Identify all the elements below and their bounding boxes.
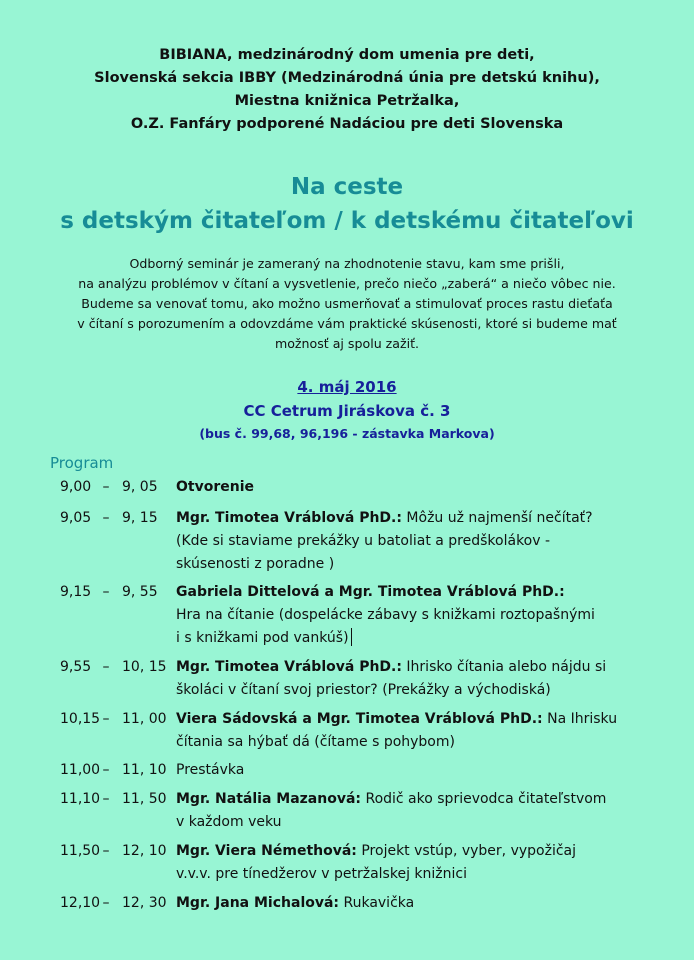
description-line: v každom veku [176, 814, 282, 830]
program-heading: Program [50, 454, 114, 472]
end-time: 9, 55 [122, 584, 158, 600]
intro-line: Odborný seminár je zameraný na zhodnotenie stavu, kam sme prišli, [129, 256, 565, 271]
time-dash: – [102, 791, 110, 807]
end-time: 9, 15 [122, 510, 158, 526]
time-dash: – [102, 659, 110, 675]
speaker-name: Mgr. Timotea Vráblová PhD.: [176, 659, 402, 675]
speaker-name: Mgr. Jana Michalová: [176, 895, 340, 911]
speaker-name: Mgr. Viera Némethová: [176, 843, 357, 859]
description-line: (Kde si staviame prekážky u batoliat a predškolákov - [176, 533, 551, 549]
schedule-description [176, 507, 686, 576]
description-line [176, 892, 686, 915]
schedule-description [176, 840, 686, 886]
description-line [176, 581, 686, 604]
start-time: 9,15 [60, 584, 92, 600]
description-line: skúsenosti z poradne ) [176, 556, 335, 572]
talk-title: Rukavička [339, 895, 415, 911]
schedule-description [176, 656, 686, 702]
event-place: CC Cetrum Jiráskova č. 3 [243, 402, 451, 420]
time-dash: – [102, 584, 110, 600]
start-time: 9,00 [60, 479, 92, 495]
description-line [176, 627, 686, 650]
description-line: v.v.v. pre tínedžerov v petržalskej knižnici [176, 866, 467, 882]
speaker-name: Mgr. Timotea Vráblová PhD.: [176, 510, 402, 526]
talk-title: Rodič ako sprievodca čitateľstvom [361, 791, 607, 807]
talk-title: Projekt vstúp, vyber, vypožičaj [356, 843, 576, 859]
speaker-name: Gabriela Dittelová a Mgr. Timotea Vráblová PhD.: [176, 584, 565, 600]
end-time: 9, 05 [122, 479, 158, 495]
schedule-description [176, 708, 686, 754]
talk-title: i s knižkami pod vankúš) [176, 630, 349, 646]
end-time: 11, 00 [122, 711, 167, 727]
organizer-line: Slovenská sekcia IBBY (Medzinárodná únia pre detskú knihu), [94, 70, 600, 86]
title-line-2: s detským čitateľom / k detskému čitateľovi [60, 208, 634, 234]
text-cursor [351, 628, 352, 646]
end-time: 11, 10 [122, 762, 167, 778]
time-dash: – [102, 762, 110, 778]
description-line: Hra na čítanie (dospelácke zábavy s knižkami roztopašnými [176, 607, 595, 623]
schedule-description [176, 759, 686, 782]
schedule-description [176, 581, 686, 650]
end-time: 10, 15 [122, 659, 167, 675]
time-dash: – [102, 895, 110, 911]
intro-line: možnosť aj spolu zažiť. [274, 336, 420, 351]
speaker-name: Mgr. Natália Mazanová: [176, 791, 362, 807]
description-line: čítania sa hýbať dá (čítame s pohybom) [176, 734, 455, 750]
time-dash: – [102, 479, 110, 495]
description-line: školáci v čítaní svoj priestor? (Prekážky a východiská) [176, 682, 551, 698]
intro-paragraph [0, 254, 694, 354]
event-date: 4. máj 2016 [297, 378, 397, 396]
intro-line: v čítaní s porozumením a odovzdáme vám praktické skúsenosti, ktoré si budeme mať [77, 316, 617, 331]
schedule-description [176, 892, 686, 915]
start-time: 9,55 [60, 659, 92, 675]
talk-title: Ihrisko čítania alebo nájdu si [401, 659, 607, 675]
intro-line: Budeme sa venovať tomu, ako možno usmerňovať a stimulovať proces rastu dieťaťa [81, 296, 613, 311]
title-line-1: Na ceste [290, 174, 404, 200]
schedule-description [176, 476, 686, 499]
time-dash: – [102, 711, 110, 727]
break-label: Prestávka [176, 762, 245, 778]
organizer-line: O.Z. Fanfáry podporené Nadáciou pre deti Slovenska [130, 116, 564, 132]
end-time: 12, 30 [122, 895, 167, 911]
talk-title: Na Ihrisku [542, 711, 618, 727]
event-info [0, 374, 694, 445]
intro-line: na analýzu problémov v čítaní a vysvetlenie, prečo niečo „zaberá“ a niečo vôbec nie. [78, 276, 616, 291]
start-time: 11,00 [60, 762, 101, 778]
start-time: 12,10 [60, 895, 101, 911]
end-time: 12, 10 [122, 843, 167, 859]
description-line [176, 840, 686, 863]
speaker-name: Viera Sádovská a Mgr. Timotea Vráblová PhD.: [176, 711, 543, 727]
speaker-name: Otvorenie [176, 479, 254, 495]
description-line [176, 656, 686, 679]
start-time: 11,10 [60, 791, 101, 807]
description-line [176, 788, 686, 811]
time-dash: – [102, 843, 110, 859]
schedule-description [176, 788, 686, 834]
end-time: 11, 50 [122, 791, 167, 807]
organizer-line: Miestna knižnica Petržalka, [234, 93, 460, 109]
description-line [176, 507, 686, 530]
time-dash: – [102, 510, 110, 526]
description-line [176, 708, 686, 731]
start-time: 9,05 [60, 510, 92, 526]
start-time: 10,15 [60, 711, 101, 727]
event-transport: (bus č. 99,68, 96,196 - zástavka Markova) [199, 426, 495, 441]
talk-title: Môžu už najmenší nečítať? [401, 510, 593, 526]
organizer-line: BIBIANA, medzinárodný dom umenia pre deti, [159, 47, 535, 63]
organizers-block [0, 44, 694, 136]
seminar-title [0, 170, 694, 238]
start-time: 11,50 [60, 843, 101, 859]
